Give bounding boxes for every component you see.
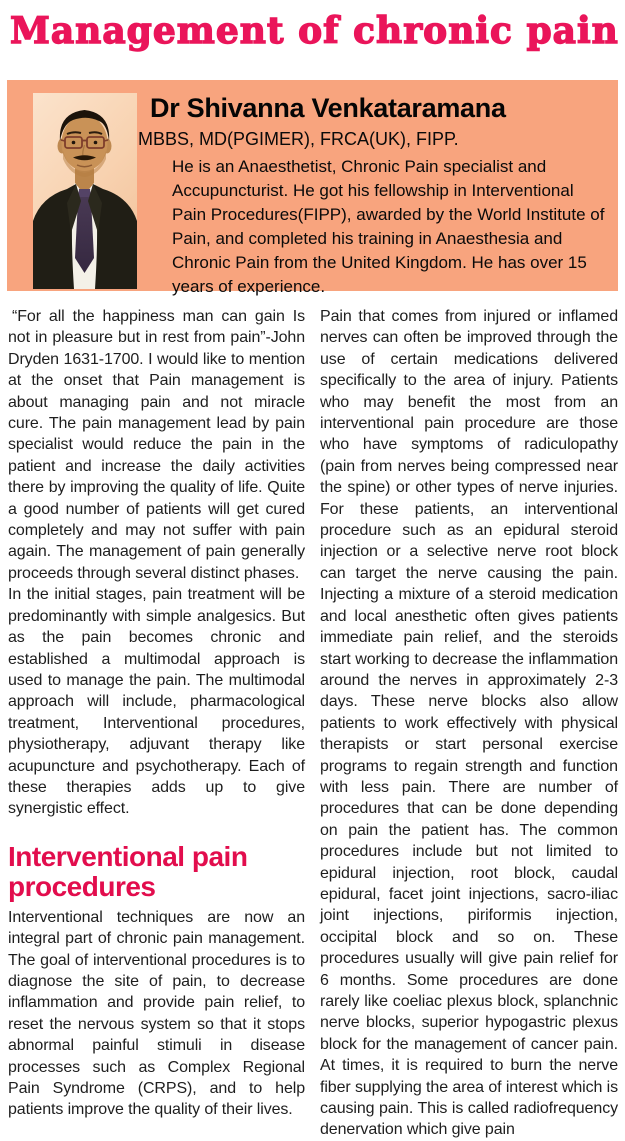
doctor-credentials: MBBS, MD(PGIMER), FRCA(UK), FIPP. [138, 129, 459, 149]
doctor-photo [33, 93, 137, 289]
doctor-profile-card [7, 80, 618, 296]
doctor-bio: He is an Anaesthetist, Chronic Pain specialist and Accupuncturist. He got his fellowship in Interventional Pain Procedures(FIPP), awarded by the World Institute of Pain, and completed his training in Anaesthesia and Chronic Pain from the United Kingdom. He has over 15 years of experience. [172, 157, 605, 296]
doctor-profile-text [138, 92, 610, 299]
section-heading-interventional-pain-procedures: Interventional pain procedures [8, 840, 248, 902]
paragraph-nerve-pain-procedures: Pain that comes from injured or inflamed nerves can often be improved through the use of certain medications delivered specifically to the area of injury. Patients who may benefit the most from an interventional pain procedure are those who have symptoms of radiculopathy (pain from nerves being compressed near the spine) or other types of nerve injuries. For these patients, an interventional procedure such as an epidural steroid injection or a selective nerve root block can target the nerve causing the pain. Injecting a mixture of a steroid medication and local anesthetic often gives patients immediate pain relief, and the steroids start working to decrease the inflammation around the nerves in approximately 2-3 days. These nerve blocks also allow patients to work effectively with physical therapists or start personal exercise programs to regain strength and function with less pain. There are number of procedures that can be done depending on pain the patient has. The common procedures include but not limited to epidural injection, root block, caudal epidural, facet joint injections, sacro-iliac joint injections, piriformis injection, occipital block and so on. These procedures usually will give pain relief for 6 months. Some procedures are done rarely like coeliac plexus block, splanchnic nerve blocks, superior hypogastric plexus block for the management of cancer pain. At times, it is required to burn the nerve fiber supplying the area of interest which is causing pain. This is called radiofrequency denervation which give pain [320, 308, 618, 1139]
article-right-column [320, 306, 618, 1141]
paragraph-quote-intro: “For all the happiness man can gain Is not in pleasure but in rest from pain”-John Dryden 1631-1700. I would like to mention at the onset that Pain management is about managing pain and not miracle cure. The pain management lead by pain specialist would reduce the pain in the patient and increase the daily activities there by improving the quality of life. Quite a good number of patients will get cured completely and may not suffer with pain again. The management of pain generally proceeds through several distinct phases. [8, 308, 305, 582]
paragraph-interventional-techniques: Interventional techniques are now an integral part of chronic pain management. The goal of interventional procedures is to diagnose the site of pain, to decrease inflammation and provide pain relief, to reset the nervous system so that it stops abnormal painful stimuli in disease processes such as Complex Regional Pain Syndrome (CRPS), and to help patients improve the quality of their lives. [8, 908, 305, 1119]
page-title: Management of chronic pain [10, 10, 619, 52]
article-body [8, 306, 618, 1141]
doctor-name: Dr Shivanna Venkataramana [150, 93, 506, 123]
paragraph-initial-stages: In the initial stages, pain treatment will be predominantly with simple analgesics. But as the pain becomes chronic and established a multimodal approach is used to manage the pain. The multimodal approach will include, pharmacological treatment, Interventional procedures, physiotherapy, adjuvant therapy like acupuncture and psychotherapy. Each of these therapies adds up to give synergistic effect. [8, 586, 305, 818]
article-left-column [8, 306, 305, 1141]
